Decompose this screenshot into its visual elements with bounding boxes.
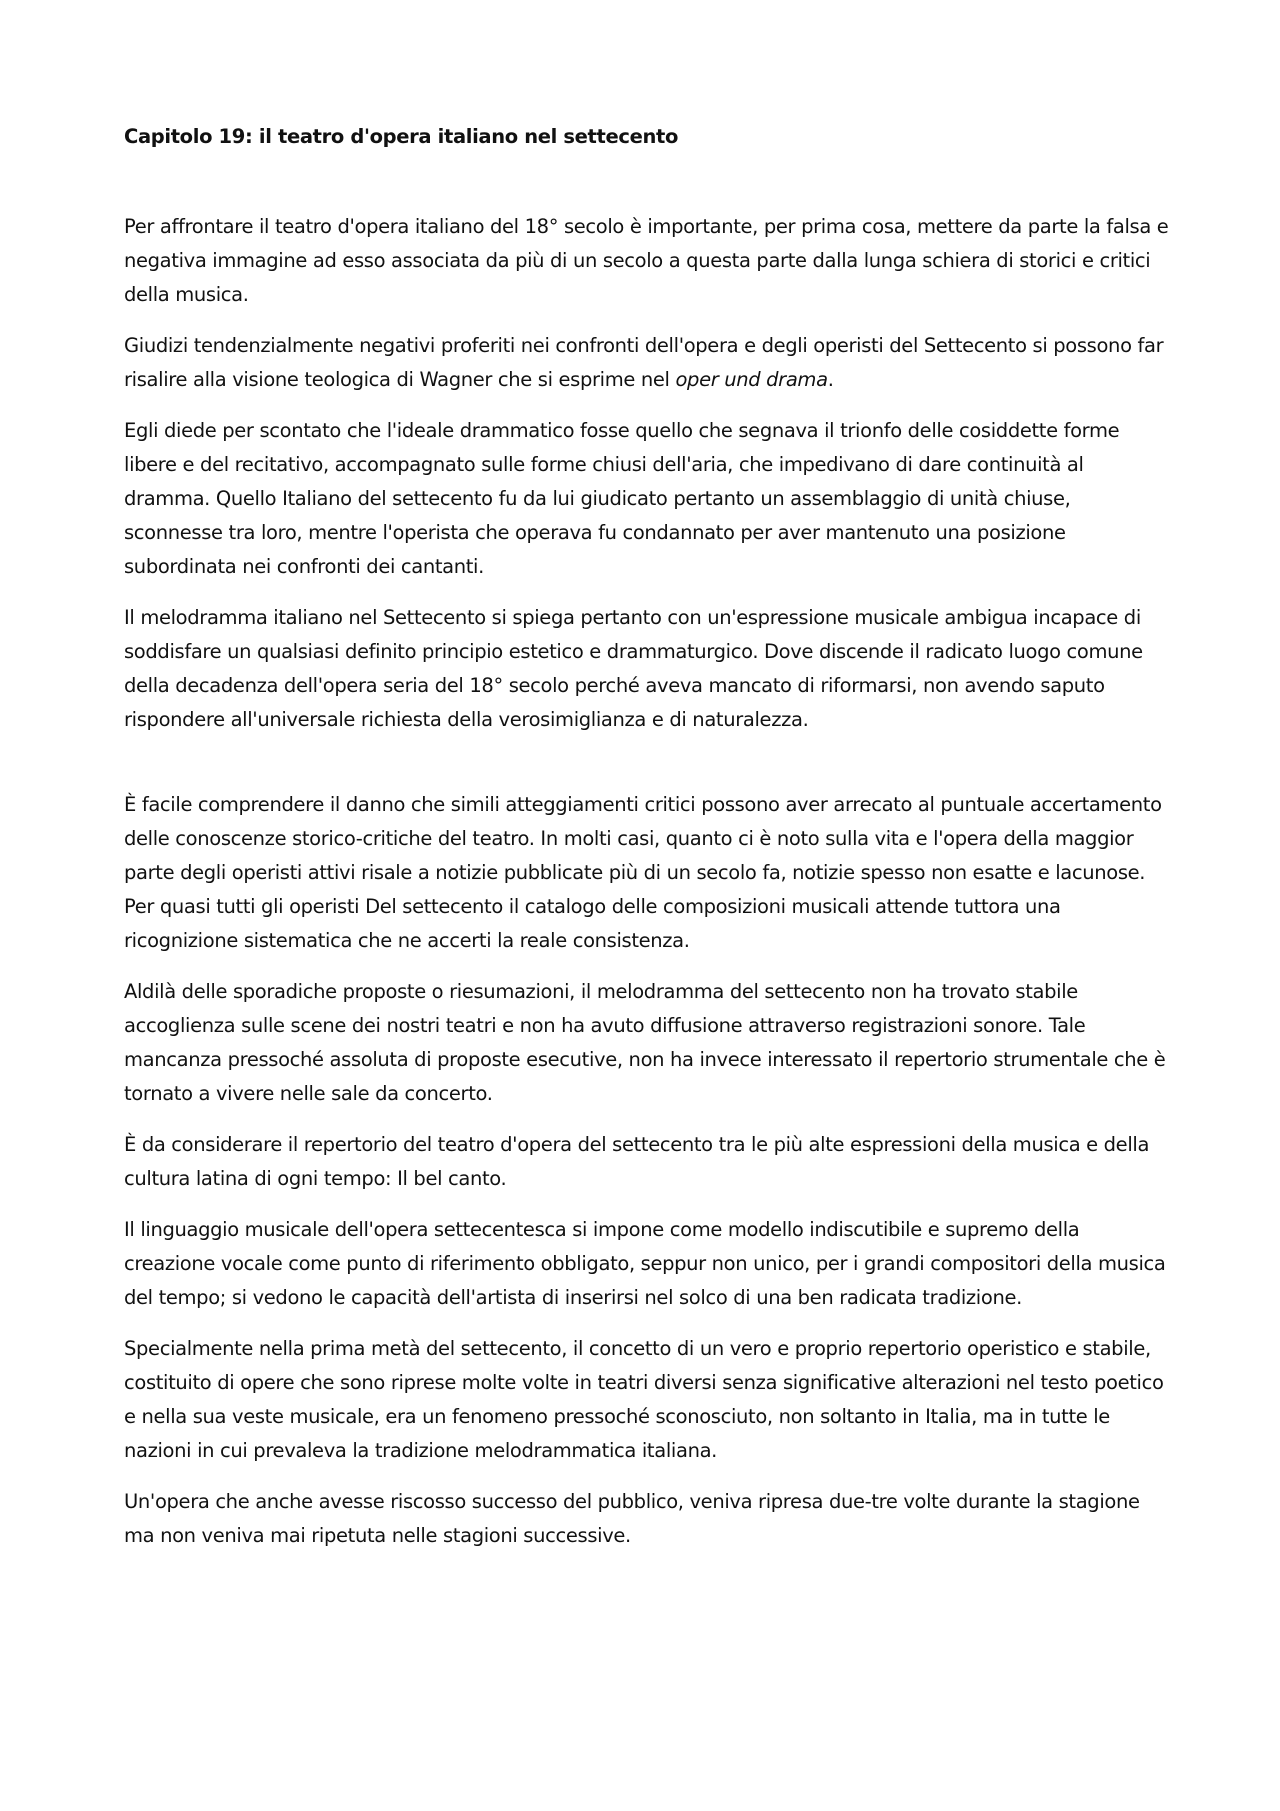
paragraph-2-text: Giudizi tendenzialmente negativi proferiti nei confronti dell'opera e degli operisti del Settecento si possono far risalire alla visione teologica di Wagner che si esprime nel <box>124 334 1164 391</box>
paragraph-2 <box>124 329 1172 397</box>
paragraph-5: È facile comprendere il danno che simili atteggiamenti critici possono aver arrecato al puntuale accertamento delle conoscenze storico-critiche del teatro. In molti casi, quanto ci è noto sulla vita e l'opera della maggior parte degli operisti attivi risale a notizie pubblicate più di un secolo fa, notizie spesso non esatte e lacunose. Per quasi tutti gli operisti Del settecento il catalogo delle composizioni musicali attende tuttora una ricognizione sistematica che ne accerti la reale consistenza. <box>124 793 1162 952</box>
paragraph-1: Per affrontare il teatro d'opera italiano del 18° secolo è importante, per prima cosa, mettere da parte la falsa e negativa immagine ad esso associata da più di un secolo a questa parte dalla lunga schiera di storici e critici della musica. <box>124 215 1169 306</box>
chapter-title: Capitolo 19: il teatro d'opera italiano nel settecento <box>124 125 679 148</box>
paragraph-10: Un'opera che anche avesse riscosso successo del pubblico, veniva ripresa due-tre volte durante la stagione ma non veniva mai ripetuta nelle stagioni successive. <box>124 1490 1140 1547</box>
paragraph-7: È da considerare il repertorio del teatro d'opera del settecento tra le più alte espressioni della musica e della cultura latina di ogni tempo: Il bel canto. <box>124 1133 1150 1190</box>
paragraph-gap <box>124 754 1172 788</box>
paragraph-8: Il linguaggio musicale dell'opera settecentesca si impone come modello indiscutibile e supremo della creazione vocale come punto di riferimento obbligato, seppur non unico, per i grandi compositori della musica del tempo; si vedono le capacità dell'artista di inserirsi nel solco di una ben radicata tradizione. <box>124 1218 1166 1309</box>
paragraph-2-end: . <box>827 368 834 391</box>
paragraph-9: Specialmente nella prima metà del settecento, il concetto di un vero e proprio repertorio operistico e stabile, costituito di opere che sono riprese molte volte in teatri diversi senza significative alterazioni nel testo poetico e nella sua veste musicale, era un fenomeno pressoché sconosciuto, non soltanto in Italia, ma in tutte le nazioni in cui prevaleva la tradizione melodrammatica italiana. <box>124 1337 1164 1462</box>
paragraph-6: Aldilà delle sporadiche proposte o riesumazioni, il melodramma del settecento non ha trovato stabile accoglienza sulle scene dei nostri teatri e non ha avuto diffusione attraverso registrazioni sonore. Tale mancanza pressoché assoluta di proposte esecutive, non ha invece interessato il repertorio strumentale che è tornato a vivere nelle sale da concerto. <box>124 980 1166 1105</box>
paragraph-3: Egli diede per scontato che l'ideale drammatico fosse quello che segnava il trionfo delle cosiddette forme libere e del recitativo, accompagnato sulle forme chiusi dell'aria, che impedivano di dare continuità al dramma. Quello Italiano del settecento fu da lui giudicato pertanto un assemblaggio di unità chiuse, sconnesse tra loro, mentre l'operista che operava fu condannato per aver mantenuto una posizione subordinata nei confronti dei cantanti. <box>124 419 1120 578</box>
document-body <box>124 122 1172 1570</box>
paragraph-4: Il melodramma italiano nel Settecento si spiega pertanto con un'espressione musicale ambigua incapace di soddisfare un qualsiasi definito principio estetico e drammaturgico. Dove discende il radicato luogo comune della decadenza dell'opera seria del 18° secolo perché aveva mancato di riformarsi, non avendo saputo rispondere all'universale richiesta della verosimiglianza e di naturalezza. <box>124 606 1143 731</box>
paragraph-2-italic-title: oper und drama <box>675 368 828 391</box>
